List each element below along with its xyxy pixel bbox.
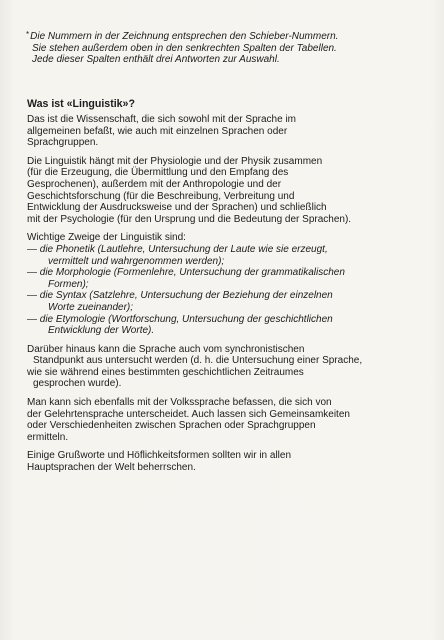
branches-intro: Wichtige Zweige der Linguistik sind: <box>27 232 186 244</box>
text-line: Sprachgruppen. <box>27 137 99 149</box>
footnote-line: Jede dieser Spalten enthält drei Antworten zur Auswahl. <box>32 54 280 66</box>
paragraph-definition <box>27 114 422 149</box>
footnote <box>26 29 416 66</box>
footnote-line <box>26 29 416 43</box>
text-line: der Gelehrtensprache unterscheidet. Auch lassen sich Gemeinsamkeiten <box>27 408 350 420</box>
branch-item-phonetik-cont: vermittelt und wahrgenommen werden); <box>48 255 225 267</box>
main-content <box>27 98 422 481</box>
text-line: Hauptsprachen der Welt beherrschen. <box>27 462 196 474</box>
text-line: Einige Grußworte und Höflichkeitsformen sollten wir in allen <box>27 450 292 462</box>
branch-item-syntax: — die Syntax (Satzlehre, Untersuchung der Beziehung der einzelnen <box>27 290 333 302</box>
section-heading: Was ist «Linguistik»? <box>27 98 135 110</box>
footnote-marker: * <box>26 30 30 39</box>
text-line: Entwicklung der Ausdrucksweise und der Sprachen) und schließlich <box>27 202 327 214</box>
paragraph-relations <box>27 156 422 226</box>
text-line: ermitteln. <box>27 431 69 443</box>
branch-item-etymologie: — die Etymologie (Wortforschung, Untersuchung der geschichtlichen <box>27 313 333 325</box>
text-line: Geschichtsforschung (für die Beschreibung, Verbreitung und <box>27 190 295 202</box>
text-line: Gesprochenen), außerdem mit der Anthropologie und der <box>27 178 282 190</box>
text-line: Das ist die Wissenschaft, die sich sowohl mit der Sprache im <box>27 114 296 125</box>
text-line: gesprochen wurde). <box>33 378 122 390</box>
text-line: wie sie während eines bestimmten geschichtlichen Zeitraumes <box>27 366 304 378</box>
text-line: Die Linguistik hängt mit der Physiologie und der Physik zusammen <box>27 155 323 167</box>
footnote-text: Die Nummern in der Zeichnung entsprechen den Schieber-Nummern. <box>30 31 339 42</box>
branch-item-phonetik: — die Phonetik (Lautlehre, Untersuchung der Laute wie sie erzeugt, <box>27 243 328 255</box>
branch-item-syntax-cont: Worte zueinander); <box>48 301 134 313</box>
branches-list <box>27 232 422 336</box>
branch-item-etymologie-cont: Entwicklung der Worte). <box>48 325 155 337</box>
text-line: mit der Psychologie (für den Ursprung und die Bedeutung der Sprachen). <box>27 213 352 225</box>
footnote-line: Sie stehen außerdem oben in den senkrechten Spalten der Tabellen. <box>32 42 337 54</box>
text-line: (für die Erzeugung, die Übermittlung und den Empfang des <box>27 167 289 179</box>
paragraph-synchronic <box>27 344 422 390</box>
text-line: oder Verschiedenheiten zwischen Sprachen oder Sprachgruppen <box>27 420 316 432</box>
branch-item-morphologie: — die Morphologie (Formenlehre, Untersuchung der grammatikalischen <box>27 267 345 279</box>
text-line: Man kann sich ebenfalls mit der Volkssprache befassen, die sich von <box>27 397 332 409</box>
branch-item-morphologie-cont: Formen); <box>48 278 89 290</box>
text-line: Darüber hinaus kann die Sprache auch vom synchronistischen <box>27 343 305 355</box>
paragraph-vernacular <box>27 397 422 443</box>
text-line: allgemeinen befaßt, wie auch mit einzelnen Sprachen oder <box>27 125 288 137</box>
paragraph-greetings <box>27 450 422 473</box>
text-line: Standpunkt aus untersucht werden (d. h. die Untersuchung einer Sprache, <box>33 355 363 367</box>
